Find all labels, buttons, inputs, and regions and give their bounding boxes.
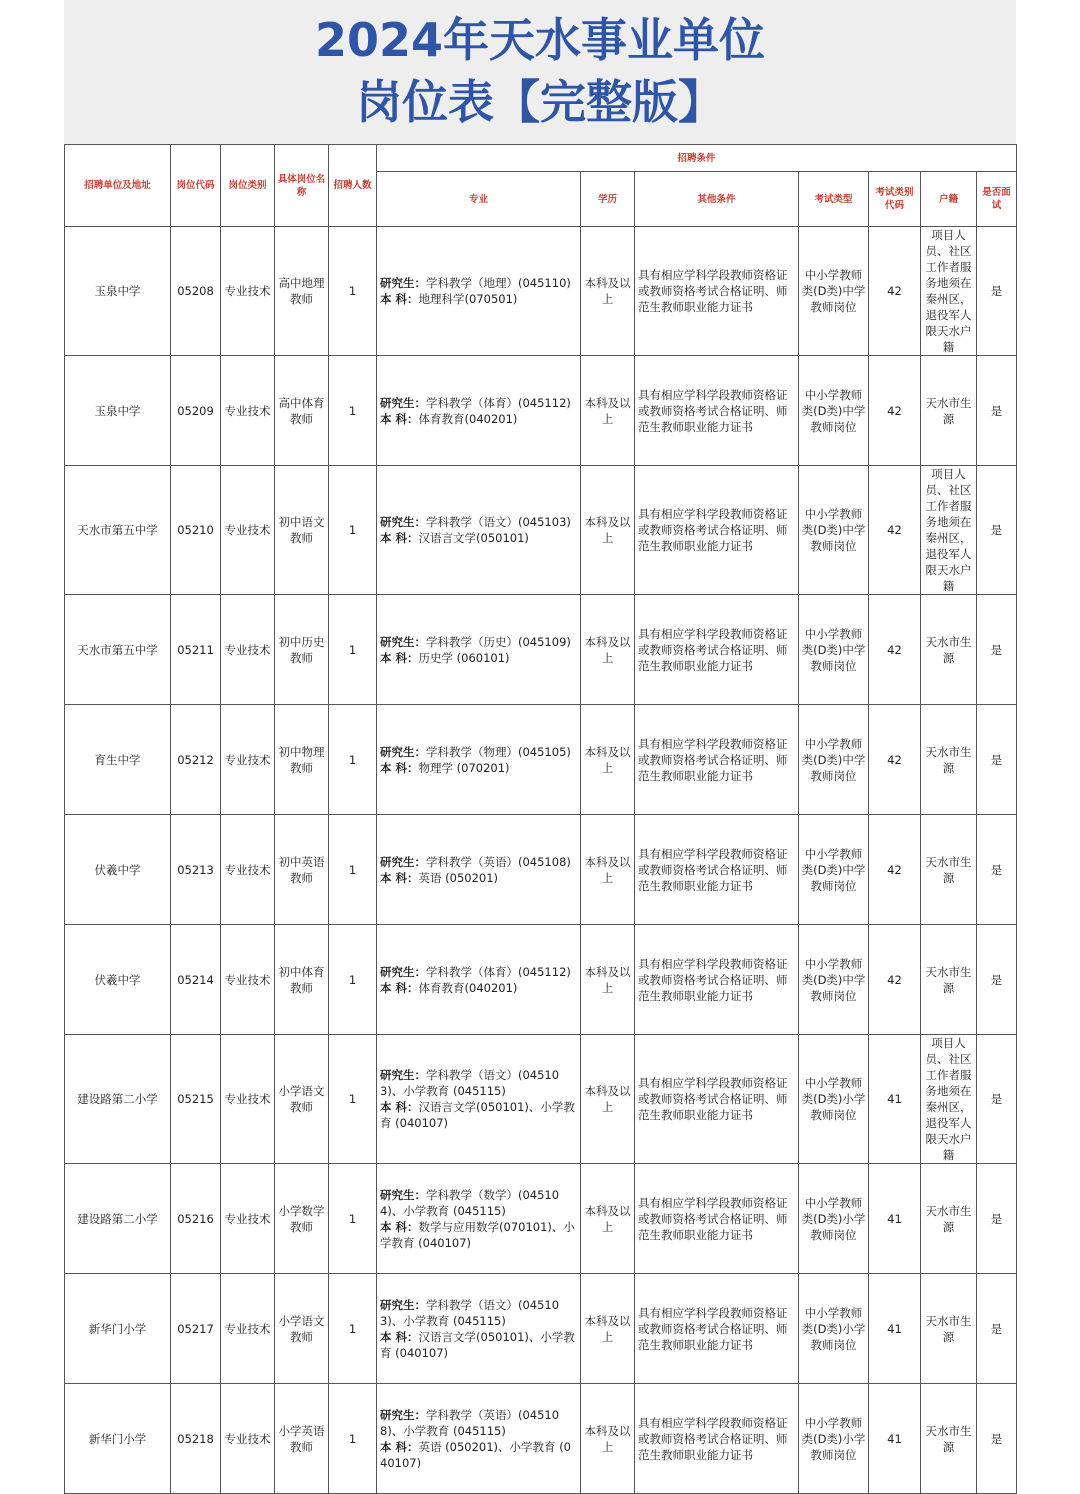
cell-major <box>377 227 581 356</box>
cell-category: 专业技术 <box>221 466 275 595</box>
cell-hukou: 天水市生源 <box>921 1274 977 1384</box>
cell-category: 专业技术 <box>221 1164 275 1274</box>
cell-interview: 是 <box>977 1274 1017 1384</box>
cell-count: 1 <box>329 1274 377 1384</box>
cell-unit: 天水市第五中学 <box>65 595 171 705</box>
cell-major <box>377 466 581 595</box>
cell-other: 具有相应学科学段教师资格证或教师资格考试合格证明、师范生教师职业能力证书 <box>635 705 799 815</box>
cell-unit: 建设路第二小学 <box>65 1164 171 1274</box>
grad-label: 研究生： <box>380 854 426 869</box>
cell-major <box>377 356 581 466</box>
ug-label: 本 科： <box>380 870 419 885</box>
cell-major <box>377 925 581 1035</box>
cell-exam-type: 中小学教师类(D类)小学教师岗位 <box>799 1035 869 1164</box>
cell-exam-code: 42 <box>869 815 921 925</box>
cell-unit: 育生中学 <box>65 705 171 815</box>
cell-code: 05216 <box>171 1164 221 1274</box>
cell-other: 具有相应学科学段教师资格证或教师资格考试合格证明、师范生教师职业能力证书 <box>635 1164 799 1274</box>
header-major: 专业 <box>377 172 581 227</box>
cell-unit: 伏羲中学 <box>65 815 171 925</box>
grad-label: 研究生： <box>380 515 426 529</box>
cell-education: 本科及以上 <box>581 705 635 815</box>
cell-code: 05214 <box>171 925 221 1035</box>
cell-exam-code: 42 <box>869 705 921 815</box>
header-unit: 招聘单位及地址 <box>65 145 171 227</box>
ug-label: 本 科： <box>380 292 419 306</box>
cell-education: 本科及以上 <box>581 595 635 705</box>
cell-major <box>377 705 581 815</box>
cell-exam-code: 42 <box>869 227 921 356</box>
ug-label: 本 科： <box>380 650 419 665</box>
cell-interview: 是 <box>977 466 1017 595</box>
ug-major: 体育教育(040201) <box>418 411 518 426</box>
cell-count: 1 <box>329 227 377 356</box>
grad-label: 研究生： <box>380 1187 426 1202</box>
cell-other: 具有相应学科学段教师资格证或教师资格考试合格证明、师范生教师职业能力证书 <box>635 356 799 466</box>
cell-hukou: 天水市生源 <box>921 705 977 815</box>
ug-label: 本 科： <box>380 1329 419 1344</box>
cell-interview: 是 <box>977 705 1017 815</box>
cell-exam-type: 中小学教师类(D类)中学教师岗位 <box>799 925 869 1035</box>
cell-category: 专业技术 <box>221 815 275 925</box>
ug-major: 英语 (050201) <box>418 870 499 885</box>
cell-exam-code: 41 <box>869 1384 921 1494</box>
cell-code: 05210 <box>171 466 221 595</box>
cell-education: 本科及以上 <box>581 925 635 1035</box>
cell-other: 具有相应学科学段教师资格证或教师资格考试合格证明、师范生教师职业能力证书 <box>635 595 799 705</box>
cell-hukou: 天水市生源 <box>921 1164 977 1274</box>
cell-exam-type: 中小学教师类(D类)中学教师岗位 <box>799 356 869 466</box>
cell-code: 05213 <box>171 815 221 925</box>
cell-interview: 是 <box>977 815 1017 925</box>
cell-category: 专业技术 <box>221 1035 275 1164</box>
table-row <box>65 1035 1017 1164</box>
cell-interview: 是 <box>977 925 1017 1035</box>
ug-major: 物理学 (070201) <box>418 760 510 775</box>
ug-major: 历史学 (060101) <box>418 650 510 665</box>
ug-label: 本 科： <box>380 411 419 426</box>
cell-count: 1 <box>329 815 377 925</box>
cell-count: 1 <box>329 595 377 705</box>
header-position: 具体岗位名称 <box>275 145 329 227</box>
cell-exam-type: 中小学教师类(D类)小学教师岗位 <box>799 1274 869 1384</box>
cell-position: 初中历史教师 <box>275 595 329 705</box>
cell-interview: 是 <box>977 1164 1017 1274</box>
cell-exam-type: 中小学教师类(D类)中学教师岗位 <box>799 595 869 705</box>
table-row <box>65 227 1017 356</box>
cell-position: 高中体育教师 <box>275 356 329 466</box>
cell-count: 1 <box>329 925 377 1035</box>
header-count: 招聘人数 <box>329 145 377 227</box>
grad-major: 学科教学（物理）(045105) <box>426 744 571 759</box>
table-row <box>65 1274 1017 1384</box>
grad-label: 研究生： <box>380 964 426 979</box>
cell-position: 初中体育教师 <box>275 925 329 1035</box>
cell-code: 05211 <box>171 595 221 705</box>
cell-code: 05208 <box>171 227 221 356</box>
ug-major: 汉语言文学(050101)、小学教育 (040107) <box>380 1100 575 1130</box>
ug-label: 本 科： <box>380 1100 419 1114</box>
cell-hukou: 天水市生源 <box>921 815 977 925</box>
cell-interview: 是 <box>977 227 1017 356</box>
cell-exam-code: 42 <box>869 466 921 595</box>
cell-exam-code: 42 <box>869 356 921 466</box>
grad-major: 学科教学（语文）(045103)、小学教育 (045115) <box>380 1068 560 1098</box>
cell-major <box>377 815 581 925</box>
cell-interview: 是 <box>977 1035 1017 1164</box>
cell-count: 1 <box>329 1035 377 1164</box>
cell-hukou: 项目人员、社区工作者服务地须在秦州区，退役军人限天水户籍 <box>921 466 977 595</box>
cell-hukou: 项目人员、社区工作者服务地须在秦州区，退役军人限天水户籍 <box>921 1035 977 1164</box>
table-row <box>65 815 1017 925</box>
cell-interview: 是 <box>977 1384 1017 1494</box>
page-subtitle: 岗位表【完整版】 <box>356 75 724 129</box>
grad-label: 研究生： <box>380 744 426 759</box>
cell-major <box>377 1035 581 1164</box>
header-other: 其他条件 <box>635 172 799 227</box>
cell-category: 专业技术 <box>221 1274 275 1384</box>
grad-major: 学科教学（英语）(045108) <box>426 854 571 869</box>
cell-position: 小学数学教师 <box>275 1164 329 1274</box>
cell-unit: 伏羲中学 <box>65 925 171 1035</box>
cell-position: 高中地理教师 <box>275 227 329 356</box>
cell-exam-type: 中小学教师类(D类)中学教师岗位 <box>799 466 869 595</box>
cell-hukou: 项目人员、社区工作者服务地须在秦州区，退役军人限天水户籍 <box>921 227 977 356</box>
cell-exam-code: 41 <box>869 1035 921 1164</box>
grad-label: 研究生： <box>380 1297 426 1312</box>
cell-position: 初中英语教师 <box>275 815 329 925</box>
ug-label: 本 科： <box>380 1219 419 1234</box>
cell-other: 具有相应学科学段教师资格证或教师资格考试合格证明、师范生教师职业能力证书 <box>635 1274 799 1384</box>
ug-label: 本 科： <box>380 760 419 775</box>
cell-education: 本科及以上 <box>581 1164 635 1274</box>
cell-interview: 是 <box>977 595 1017 705</box>
cell-major <box>377 595 581 705</box>
table-row <box>65 466 1017 595</box>
ug-major: 数学与应用数学(070101)、小学教育 (040107) <box>380 1219 575 1250</box>
cell-exam-type: 中小学教师类(D类)中学教师岗位 <box>799 705 869 815</box>
header-exam-type: 考试类型 <box>799 172 869 227</box>
header-education: 学历 <box>581 172 635 227</box>
positions-table <box>64 144 1017 1494</box>
cell-count: 1 <box>329 1384 377 1494</box>
cell-other: 具有相应学科学段教师资格证或教师资格考试合格证明、师范生教师职业能力证书 <box>635 925 799 1035</box>
cell-category: 专业技术 <box>221 705 275 815</box>
cell-education: 本科及以上 <box>581 815 635 925</box>
ug-major: 汉语言文学(050101)、小学教育 (040107) <box>380 1329 575 1360</box>
cell-other: 具有相应学科学段教师资格证或教师资格考试合格证明、师范生教师职业能力证书 <box>635 1035 799 1164</box>
cell-category: 专业技术 <box>221 925 275 1035</box>
grad-label: 研究生： <box>380 276 426 290</box>
grad-label: 研究生： <box>380 395 426 410</box>
grad-label: 研究生： <box>380 1407 426 1422</box>
cell-exam-type: 中小学教师类(D类)小学教师岗位 <box>799 1164 869 1274</box>
table-row <box>65 925 1017 1035</box>
cell-unit: 建设路第二小学 <box>65 1035 171 1164</box>
cell-category: 专业技术 <box>221 1384 275 1494</box>
grad-major: 学科教学（体育）(045112) <box>426 395 571 410</box>
ug-label: 本 科： <box>380 1439 419 1454</box>
cell-other: 具有相应学科学段教师资格证或教师资格考试合格证明、师范生教师职业能力证书 <box>635 815 799 925</box>
grad-major: 学科教学（语文）(045103) <box>426 515 571 529</box>
cell-education: 本科及以上 <box>581 1274 635 1384</box>
ug-major: 体育教育(040201) <box>418 980 518 995</box>
cell-unit: 玉泉中学 <box>65 227 171 356</box>
cell-count: 1 <box>329 466 377 595</box>
cell-other: 具有相应学科学段教师资格证或教师资格考试合格证明、师范生教师职业能力证书 <box>635 466 799 595</box>
grad-major: 学科教学（历史）(045109) <box>426 634 571 649</box>
cell-code: 05218 <box>171 1384 221 1494</box>
document-page <box>64 0 1016 1470</box>
cell-other: 具有相应学科学段教师资格证或教师资格考试合格证明、师范生教师职业能力证书 <box>635 1384 799 1494</box>
cell-position: 初中物理教师 <box>275 705 329 815</box>
cell-position: 初中语文教师 <box>275 466 329 595</box>
table-row <box>65 705 1017 815</box>
header-interview: 是否面试 <box>977 172 1017 227</box>
ug-major: 地理科学(070501) <box>418 292 518 306</box>
cell-category: 专业技术 <box>221 356 275 466</box>
cell-major <box>377 1164 581 1274</box>
cell-exam-type: 中小学教师类(D类)中学教师岗位 <box>799 815 869 925</box>
table-row <box>65 595 1017 705</box>
grad-label: 研究生： <box>380 634 426 649</box>
cell-exam-code: 42 <box>869 925 921 1035</box>
grad-label: 研究生： <box>380 1068 426 1082</box>
cell-hukou: 天水市生源 <box>921 595 977 705</box>
header-conditions: 招聘条件 <box>377 145 1017 172</box>
ug-major: 汉语言文学(050101) <box>418 531 529 545</box>
cell-count: 1 <box>329 356 377 466</box>
title-banner <box>64 0 1016 144</box>
cell-position: 小学语文教师 <box>275 1035 329 1164</box>
cell-count: 1 <box>329 705 377 815</box>
cell-exam-code: 41 <box>869 1164 921 1274</box>
cell-unit: 新华门小学 <box>65 1384 171 1494</box>
cell-code: 05209 <box>171 356 221 466</box>
header-hukou: 户籍 <box>921 172 977 227</box>
grad-major: 学科教学（语文）(045103)、小学教育 (045115) <box>380 1297 560 1328</box>
header-code: 岗位代码 <box>171 145 221 227</box>
ug-label: 本 科： <box>380 980 419 995</box>
cell-unit: 天水市第五中学 <box>65 466 171 595</box>
cell-category: 专业技术 <box>221 595 275 705</box>
cell-position: 小学语文教师 <box>275 1274 329 1384</box>
grad-major: 学科教学（地理）(045110) <box>426 276 571 290</box>
cell-hukou: 天水市生源 <box>921 356 977 466</box>
cell-other: 具有相应学科学段教师资格证或教师资格考试合格证明、师范生教师职业能力证书 <box>635 227 799 356</box>
cell-count: 1 <box>329 1164 377 1274</box>
cell-exam-code: 41 <box>869 1274 921 1384</box>
cell-code: 05212 <box>171 705 221 815</box>
ug-major: 英语 (050201)、小学教育 (040107) <box>380 1439 572 1470</box>
cell-major <box>377 1274 581 1384</box>
cell-unit: 玉泉中学 <box>65 356 171 466</box>
grad-major: 学科教学（数学）(045104)、小学教育 (045115) <box>380 1187 560 1218</box>
cell-education: 本科及以上 <box>581 1384 635 1494</box>
grad-major: 学科教学（英语）(045108)、小学教育 (045115) <box>380 1407 560 1438</box>
cell-interview: 是 <box>977 356 1017 466</box>
cell-code: 05217 <box>171 1274 221 1384</box>
page-title: 2024年天水事业单位 <box>314 13 766 67</box>
cell-exam-code: 42 <box>869 595 921 705</box>
cell-exam-type: 中小学教师类(D类)中学教师岗位 <box>799 227 869 356</box>
ug-label: 本 科： <box>380 531 419 545</box>
header-category: 岗位类别 <box>221 145 275 227</box>
cell-unit: 新华门小学 <box>65 1274 171 1384</box>
grad-major: 学科教学（体育）(045112) <box>426 964 571 979</box>
cell-education: 本科及以上 <box>581 227 635 356</box>
cell-position: 小学英语教师 <box>275 1384 329 1494</box>
cell-education: 本科及以上 <box>581 466 635 595</box>
cell-education: 本科及以上 <box>581 1035 635 1164</box>
cell-exam-type: 中小学教师类(D类)小学教师岗位 <box>799 1384 869 1494</box>
cell-category: 专业技术 <box>221 227 275 356</box>
table-row <box>65 1164 1017 1274</box>
cell-education: 本科及以上 <box>581 356 635 466</box>
table-row <box>65 356 1017 466</box>
cell-hukou: 天水市生源 <box>921 1384 977 1494</box>
cell-hukou: 天水市生源 <box>921 925 977 1035</box>
header-exam-code: 考试类别代码 <box>869 172 921 227</box>
cell-code: 05215 <box>171 1035 221 1164</box>
